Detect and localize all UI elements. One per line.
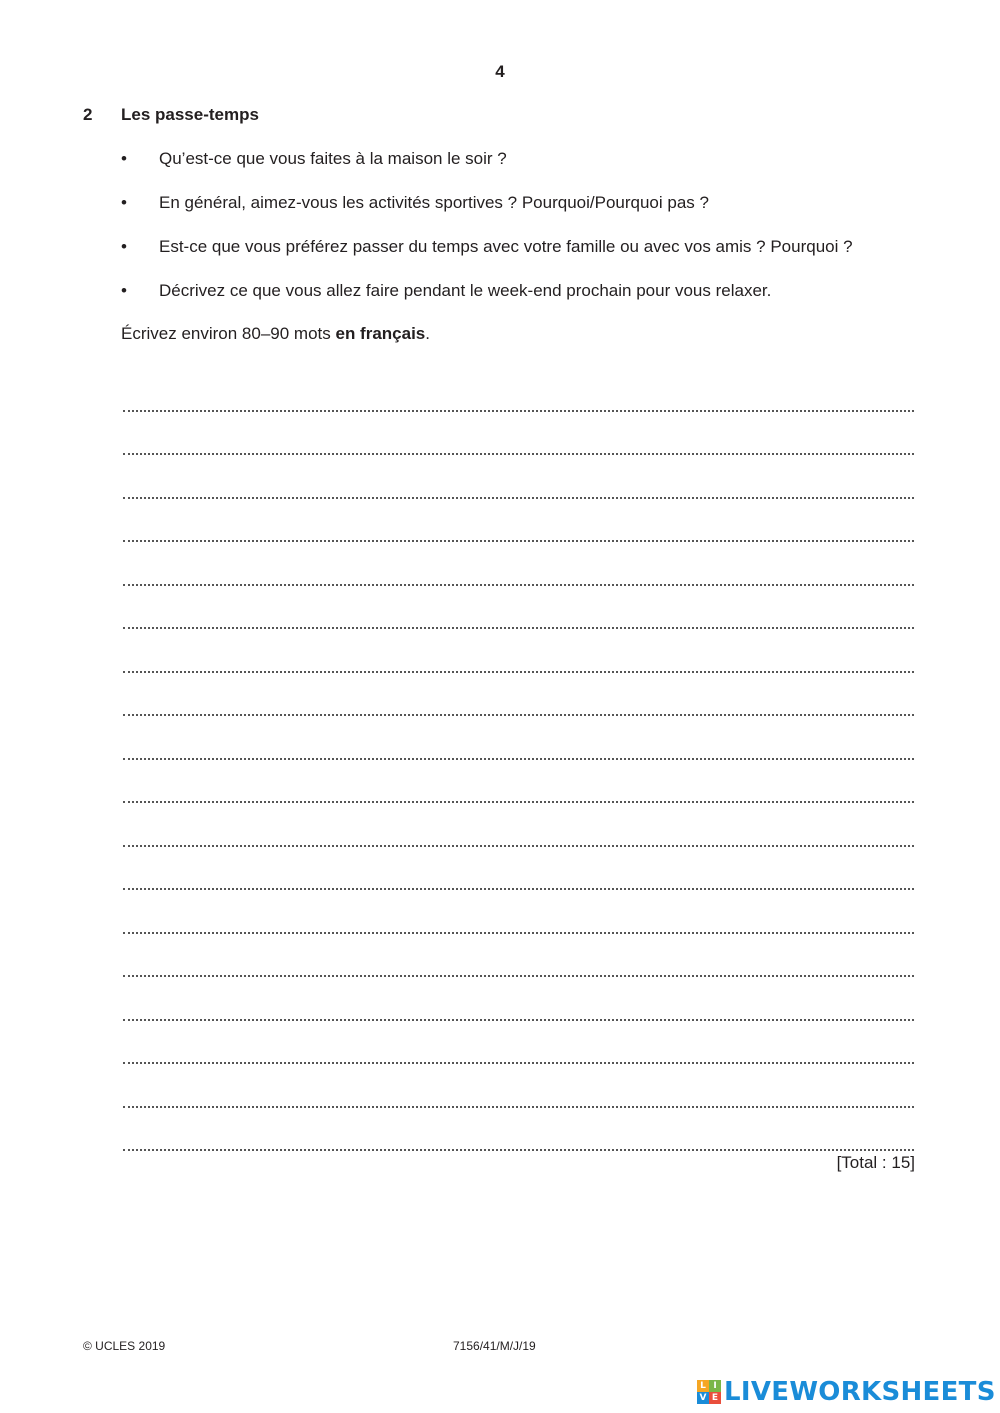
answer-line[interactable] (123, 455, 914, 499)
question-title: Les passe-temps (121, 105, 259, 124)
answer-line[interactable] (123, 1021, 914, 1065)
bullet-text: En général, aimez-vous les activités sportives ? Pourquoi/Pourquoi pas ? (159, 193, 709, 212)
question-number: 2 (83, 105, 93, 124)
bullet-icon: • (121, 149, 127, 168)
bullet-icon: • (121, 193, 127, 212)
answer-line[interactable] (123, 412, 914, 456)
answer-line[interactable] (123, 716, 914, 760)
answer-area[interactable] (123, 368, 914, 1151)
answer-line[interactable] (123, 934, 914, 978)
bullet-icon: • (121, 281, 127, 300)
liveworksheets-icon (697, 1380, 721, 1404)
total-marks: [Total : 15] (836, 1153, 915, 1172)
logo-letter: I (709, 1380, 721, 1392)
bullet-text: Décrivez ce que vous allez faire pendant le week-end prochain pour vous relaxer. (159, 281, 772, 300)
answer-line[interactable] (123, 629, 914, 673)
answer-line[interactable] (123, 1108, 914, 1152)
answer-line[interactable] (123, 803, 914, 847)
answer-line[interactable] (123, 586, 914, 630)
answer-line[interactable] (123, 977, 914, 1021)
page-number: 4 (495, 62, 505, 81)
bullet-item (121, 236, 941, 280)
bullet-text: Est-ce que vous préférez passer du temps avec votre famille ou avec vos amis ? Pourquoi ? (159, 237, 853, 256)
answer-line[interactable] (123, 673, 914, 717)
bullet-list (121, 148, 941, 324)
bullet-item (121, 148, 941, 192)
answer-line[interactable] (123, 890, 914, 934)
liveworksheets-logo (697, 1377, 996, 1407)
answer-line[interactable] (123, 847, 914, 891)
answer-line[interactable] (123, 542, 914, 586)
instruction (121, 323, 430, 345)
answer-line[interactable] (123, 1064, 914, 1108)
instruction-prefix: Écrivez environ 80–90 mots (121, 324, 336, 343)
copyright: © UCLES 2019 (83, 1339, 166, 1353)
instruction-suffix: . (425, 324, 430, 343)
logo-letter: L (697, 1380, 709, 1392)
bullet-item (121, 280, 941, 324)
bullet-text: Qu’est-ce que vous faites à la maison le soir ? (159, 149, 507, 168)
logo-text: LIVEWORKSHEETS (724, 1377, 996, 1407)
answer-line[interactable] (123, 760, 914, 804)
logo-letter: E (709, 1392, 721, 1404)
answer-line[interactable] (123, 499, 914, 543)
logo-letter: V (697, 1392, 709, 1404)
bullet-item (121, 192, 941, 236)
paper-code: 7156/41/M/J/19 (453, 1339, 536, 1353)
answer-line[interactable] (123, 368, 914, 412)
instruction-bold: en français (335, 324, 426, 343)
bullet-icon: • (121, 237, 127, 256)
